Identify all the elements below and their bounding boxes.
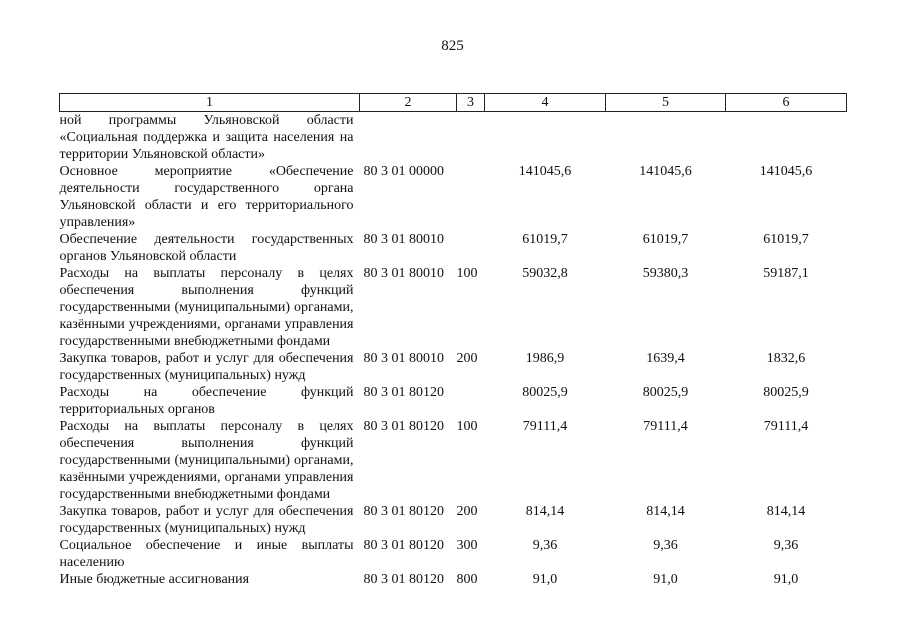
table-row — [60, 571, 847, 588]
row-value-5: 814,14 — [646, 504, 685, 519]
row-name: Закупка товаров, работ и услуг для обеспечения государственных (муниципальных) нужд — [59, 351, 354, 383]
row-value-4: 91,0 — [532, 572, 558, 587]
table-row — [60, 231, 847, 265]
column-header-3: 3 — [457, 94, 485, 112]
row-name: Расходы на выплаты персоналу в целях обеспечения выполнения функций государственными (муниципальными) органами, казёнными учреждениями, органами управления государственными внебюджетными фондами — [59, 419, 354, 502]
row-value-4: 814,14 — [525, 504, 565, 519]
row-name: Социальное обеспечение и иные выплаты населению — [59, 538, 354, 570]
row-value-5: 59380,3 — [642, 266, 689, 281]
row-value-6 — [726, 112, 847, 164]
table-row — [60, 418, 847, 503]
row-code: 80 3 01 80120 — [363, 385, 444, 400]
row-value-6: 1832,6 — [766, 351, 806, 366]
row-expense-kind: 300 — [456, 538, 478, 553]
table-row — [60, 350, 847, 384]
table-row — [60, 163, 847, 231]
row-code: 80 3 01 80120 — [363, 504, 444, 519]
column-header-4: 4 — [485, 94, 606, 112]
table-row — [60, 112, 847, 164]
table-header-row — [60, 94, 847, 112]
row-value-4: 1986,9 — [525, 351, 565, 366]
row-expense-kind: 100 — [456, 419, 478, 434]
row-value-6: 91,0 — [773, 572, 799, 587]
row-code — [360, 112, 457, 164]
row-value-4 — [485, 112, 606, 164]
row-value-6: 61019,7 — [763, 232, 809, 247]
row-code: 80 3 01 00000 — [363, 164, 444, 179]
row-code: 80 3 01 80120 — [363, 419, 444, 434]
row-value-6: 814,14 — [766, 504, 806, 519]
page-number: 825 — [441, 38, 464, 54]
row-name: Основное мероприятие «Обеспечение деятельности государственного органа Ульяновской области и его территориального управления» — [59, 164, 354, 230]
table-row — [60, 503, 847, 537]
row-value-6: 141045,6 — [759, 164, 813, 179]
row-value-6: 80025,9 — [763, 385, 809, 400]
column-header-6: 6 — [726, 94, 847, 112]
row-name: Закупка товаров, работ и услуг для обеспечения государственных (муниципальных) нужд — [59, 504, 354, 536]
row-value-5: 141045,6 — [639, 164, 692, 179]
row-value-4: 80025,9 — [522, 385, 568, 400]
row-name: Расходы на выплаты персоналу в целях обеспечения выполнения функций государственными (муниципальными) органами, казёнными учреждениями, органами управления государственными внебюджетными фондами — [59, 266, 354, 349]
row-expense-kind: 100 — [456, 266, 478, 281]
row-expense-kind: 800 — [456, 572, 478, 587]
row-value-5: 1639,4 — [646, 351, 685, 366]
column-header-2: 2 — [360, 94, 457, 112]
row-value-6: 9,36 — [773, 538, 799, 553]
row-code: 80 3 01 80010 — [363, 351, 444, 366]
row-expense-kind — [457, 384, 485, 418]
row-expense-kind: 200 — [456, 351, 478, 366]
row-value-5: 91,0 — [653, 572, 678, 587]
row-value-5: 61019,7 — [642, 232, 689, 247]
row-code: 80 3 01 80010 — [363, 266, 444, 281]
row-expense-kind — [457, 231, 485, 265]
row-name: Расходы на обеспечение функций территориальных органов — [59, 385, 354, 417]
row-name: ной программы Ульяновской области «Социальная поддержка и защита населения на территории Ульяновской области» — [59, 113, 354, 162]
row-code: 80 3 01 80010 — [363, 232, 444, 247]
row-value-6: 59187,1 — [763, 266, 809, 281]
row-value-5: 9,36 — [653, 538, 678, 553]
row-value-4: 61019,7 — [522, 232, 568, 247]
row-value-4: 79111,4 — [522, 419, 568, 434]
row-value-4: 141045,6 — [518, 164, 572, 179]
row-expense-kind — [457, 112, 485, 164]
table-row — [60, 537, 847, 571]
row-name: Иные бюджетные ассигнования — [59, 572, 250, 587]
row-value-4: 9,36 — [532, 538, 558, 553]
row-value-6: 79111,4 — [763, 419, 809, 434]
row-value-5: 80025,9 — [642, 385, 689, 400]
table-row — [60, 384, 847, 418]
row-value-5: 79111,4 — [643, 419, 688, 434]
row-expense-kind — [457, 163, 485, 231]
row-expense-kind: 200 — [456, 504, 478, 519]
row-code: 80 3 01 80120 — [363, 572, 444, 587]
row-value-5 — [606, 112, 726, 164]
table-row — [60, 265, 847, 350]
column-header-1: 1 — [60, 94, 360, 112]
column-header-5: 5 — [606, 94, 726, 112]
row-code: 80 3 01 80120 — [363, 538, 444, 553]
row-value-4: 59032,8 — [522, 266, 568, 281]
row-name: Обеспечение деятельности государственных органов Ульяновской области — [59, 232, 354, 264]
budget-table — [59, 93, 847, 588]
